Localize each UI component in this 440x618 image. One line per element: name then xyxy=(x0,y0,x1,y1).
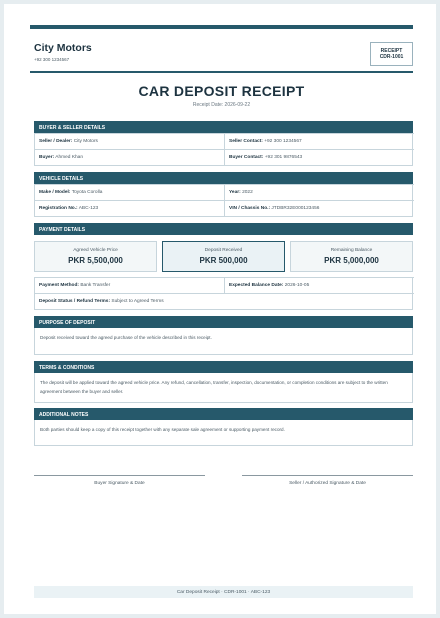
receipt-label: RECEIPT xyxy=(380,48,403,54)
buyer-contact-field: Buyer Contact: +92 301 9876543 xyxy=(224,149,414,165)
parties-table xyxy=(34,133,413,166)
section-header-notes: ADDITIONAL NOTES xyxy=(34,408,413,420)
receipt-page xyxy=(4,4,436,614)
vehicle-table xyxy=(34,184,413,217)
purpose-text: Deposit received toward the agreed purchase of the vehicle described in this receipt. xyxy=(34,328,413,355)
remaining-balance-value: PKR 5,000,000 xyxy=(324,256,379,265)
page-footer: Car Deposit Receipt · CDR-1001 · ABC-123 xyxy=(34,586,413,598)
agreed-price-label: Agreed Vehicle Price xyxy=(73,248,118,253)
section-header-terms: TERMS & CONDITIONS xyxy=(34,361,413,373)
section-header-payment: PAYMENT DETAILS xyxy=(34,223,413,235)
seller-signature-line xyxy=(242,475,413,476)
deposit-received-value: PKR 500,000 xyxy=(199,256,248,265)
payment-table xyxy=(34,277,413,310)
buyer-field: Buyer: Ahmed Khan xyxy=(35,149,224,165)
company-name: City Motors xyxy=(34,42,92,54)
receipt-date: Receipt Date: 2026-09-22 xyxy=(192,102,251,108)
receipt-number: CDR-1001 xyxy=(379,54,404,60)
terms-text: The deposit will be applied toward the agreed vehicle price. Any refund, cancellation, transfer, inspection, documentation, or completion conditions are subject to the written agreement between the buyer and seller. xyxy=(34,373,413,403)
company-phone: +92 300 1234567 xyxy=(34,57,70,62)
payment-method-field: Payment Method: Bank Transfer xyxy=(35,277,224,293)
expected-balance-date-field: Expected Balance Date: 2026-10-05 xyxy=(224,277,414,293)
remaining-balance-box xyxy=(290,241,413,272)
seller-field: Seller / Dealer: City Motors xyxy=(35,133,224,149)
header-divider xyxy=(30,71,413,73)
seller-contact-field: Seller Contact: +92 300 1234567 xyxy=(224,133,414,149)
receipt-number-box xyxy=(370,42,413,66)
deposit-received-box xyxy=(162,241,285,272)
notes-text: Both parties should keep a copy of this receipt together with any separate sale agreement or supporting payment record. xyxy=(34,420,413,446)
page-title: CAR DEPOSIT RECEIPT xyxy=(138,83,305,99)
make-model-field: Make / Model: Toyota Corolla xyxy=(35,184,224,200)
buyer-signature-label: Buyer Signature & Date xyxy=(94,481,145,486)
registration-field: Registration No.: ABC-123 xyxy=(35,200,224,216)
agreed-price-value: PKR 5,500,000 xyxy=(68,256,123,265)
remaining-balance-label: Remaining Balance xyxy=(330,248,373,253)
section-header-parties: BUYER & SELLER DETAILS xyxy=(34,121,413,133)
buyer-signature-line xyxy=(34,475,205,476)
deposit-status-field: Deposit Status / Refund Terms: Subject to Agreed Terms xyxy=(35,293,414,309)
agreed-price-box xyxy=(34,241,157,272)
section-header-purpose: PURPOSE OF DEPOSIT xyxy=(34,316,413,328)
seller-signature-label: Seller / Authorized Signature & Date xyxy=(289,481,366,486)
section-header-vehicle: VEHICLE DETAILS xyxy=(34,172,413,184)
deposit-received-label: Deposit Received xyxy=(204,248,243,253)
year-field: Year: 2022 xyxy=(224,184,414,200)
top-accent-bar xyxy=(30,25,413,29)
vin-field: VIN / Chassis No.: JTDBR32E000123456 xyxy=(224,200,414,216)
